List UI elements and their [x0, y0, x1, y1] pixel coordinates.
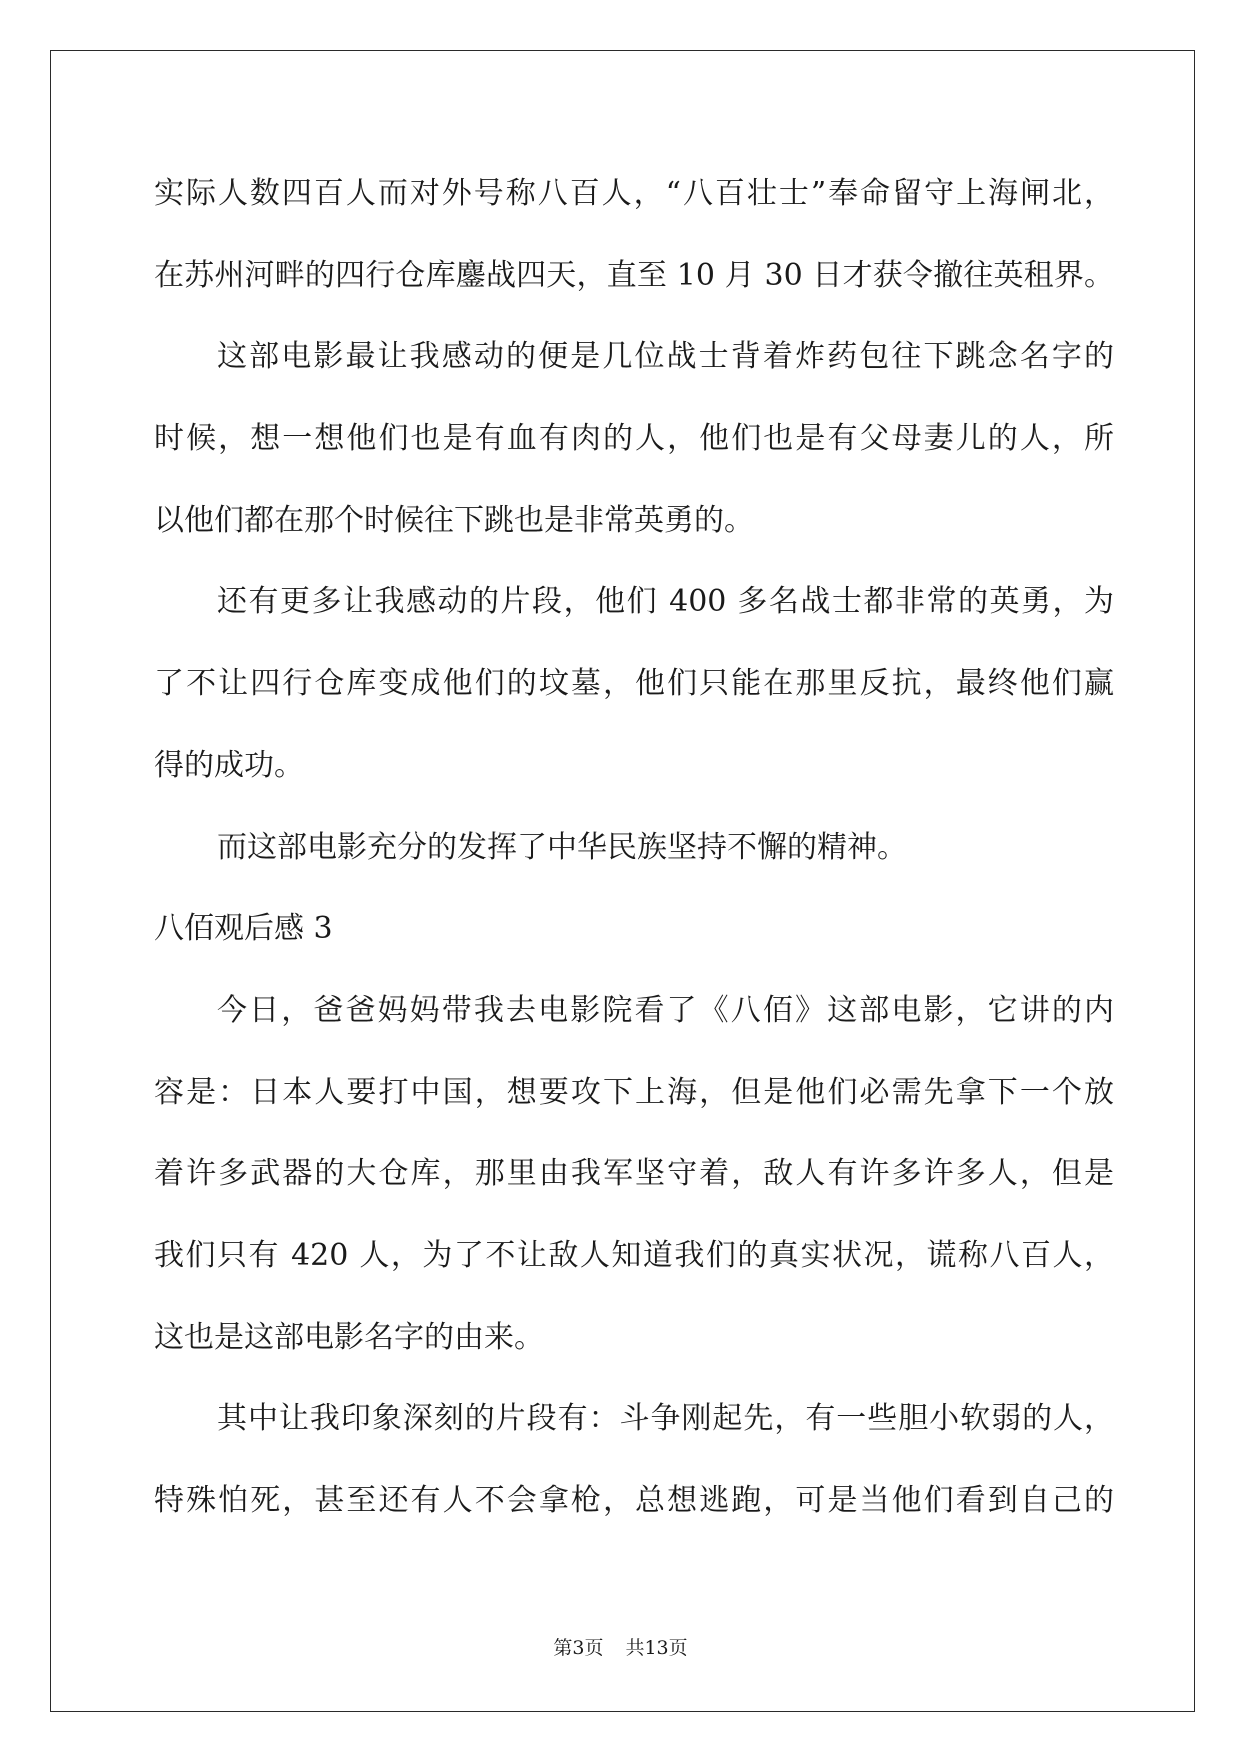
text-line: 在苏州河畔的四行仓库鏖战四天，直至 10 月 30 日才获令撤往英租界。	[154, 257, 1114, 293]
text-line: 实际人数四百人而对外号称八百人，“八百壮士”奉命留守上海闸北，	[154, 176, 1114, 211]
paragraph	[154, 561, 1114, 806]
text-line: 时候，想一想他们也是有血有肉的人，他们也是有父母妻儿的人，所	[154, 421, 1114, 457]
paragraph	[154, 153, 1114, 316]
text-line: 这部电影最让我感动的便是几位战士背着炸药包往下跳念名字的	[217, 339, 1114, 375]
text-line: 我们只有 420 人，为了不让敌人知道我们的真实状况，谎称八百人，	[154, 1237, 1114, 1273]
text-line: 了不让四行仓库变成他们的坟墓，他们只能在那里反抗，最终他们赢	[154, 666, 1114, 702]
section-heading: 八佰观后感 3	[154, 911, 333, 947]
text-line: 还有更多让我感动的片段，他们 400 多名战士都非常的英勇，为	[217, 584, 1114, 620]
text-line: 其中让我印象深刻的片段有：斗争刚起先，有一些胆小软弱的人，	[217, 1401, 1114, 1437]
text-line: 今日，爸爸妈妈带我去电影院看了《八佰》这部电影，它讲的内	[217, 992, 1114, 1028]
paragraph	[154, 316, 1114, 561]
text-line: 容是：日本人要打中国，想要攻下上海，但是他们必需先拿下一个放	[154, 1074, 1114, 1110]
text-line: 这也是这部电影名字的由来。	[154, 1319, 544, 1355]
text-line: 而这部电影充分的发挥了中华民族坚持不懈的精神。	[217, 829, 907, 865]
text-line: 得的成功。	[154, 747, 304, 783]
text-line: 以他们都在那个时候往下跳也是非常英勇的。	[154, 502, 754, 538]
page-total: 共13页	[625, 1637, 688, 1659]
paragraph	[154, 970, 1114, 1378]
text-line: 特殊怕死，甚至还有人不会拿枪，总想逃跑，可是当他们看到自己的	[154, 1483, 1114, 1518]
paragraph	[154, 1378, 1114, 1541]
document-body	[154, 153, 1114, 1542]
page-footer	[0, 1634, 1241, 1662]
paragraph	[154, 807, 1114, 889]
text-line: 着许多武器的大仓库，那里由我军坚守着，敌人有许多许多人，但是	[154, 1156, 1114, 1192]
page-number: 第3页	[553, 1637, 604, 1659]
